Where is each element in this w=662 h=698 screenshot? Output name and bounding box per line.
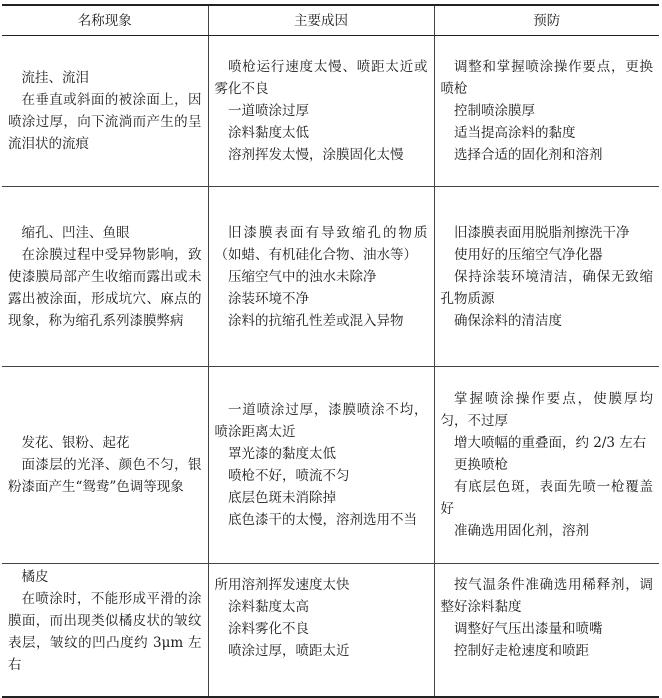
prevention-item: 控制喷涂膜厚 xyxy=(454,103,535,119)
cause-item: 底层色斑未消除掉 xyxy=(228,490,336,506)
prevention-item: 按气温条件准确选用稀释剂，调整好涂料黏度 xyxy=(440,577,653,615)
prevention-item: 保持涂装环境清洁，确保无致缩孔物质源 xyxy=(440,268,653,307)
phenomenon-name: 缩孔、凹洼、鱼眼 xyxy=(21,224,130,241)
phenomenon-description: 面漆层的光泽、颜色不匀，银粉漆面产生“鸳鸯”色调等现象 xyxy=(8,457,202,495)
phenomenon-cell xyxy=(2,367,208,564)
prevention-item: 增大喷幅的重叠面，约 2/3 左右 xyxy=(454,435,647,451)
phenomenon-description: 在喷涂时，不能形成平滑的涂膜面，而出现类似橘皮状的皱纹表层，皱纹的凹凸度约 3μm 左右 xyxy=(8,591,202,673)
cause-item: 涂料黏度太高 xyxy=(228,599,309,615)
cause-item: 一道喷涂过厚 xyxy=(228,103,309,119)
cause-item: 涂料的抗缩孔性差或混入异物 xyxy=(228,312,404,329)
causes-cell xyxy=(208,564,434,698)
paint-defects-table xyxy=(2,4,659,698)
prevention-item: 确保涂料的清洁度 xyxy=(454,312,562,329)
phenomenon-cell xyxy=(2,36,208,187)
prevention-cell xyxy=(434,564,659,698)
prevention-cell xyxy=(434,367,659,564)
header-row xyxy=(2,5,659,36)
prevention-item: 调整好气压出漆量和喷嘴 xyxy=(454,621,603,637)
prevention-item: 准确选用固化剂，溶剂 xyxy=(454,523,589,539)
cause-item: 一道喷涂过厚，漆膜喷涂不均，喷涂距离太近 xyxy=(214,402,428,440)
cause-item: 涂料黏度太低 xyxy=(228,125,309,141)
header-phenomenon: 名称现象 xyxy=(2,5,208,36)
cause-item: 涂料雾化不良 xyxy=(228,621,309,637)
phenomenon-name: 橘皮 xyxy=(21,569,49,585)
cause-item: 喷涂过厚，喷距太近 xyxy=(228,643,350,659)
causes-cell xyxy=(208,187,434,367)
header-prevention: 预防 xyxy=(434,5,659,36)
prevention-item: 有底层色斑，表面先喷一枪覆盖好 xyxy=(440,479,653,517)
cause-item: 罩光漆的黏度太低 xyxy=(228,446,336,462)
prevention-item: 控制好走枪速度和喷距 xyxy=(454,643,589,659)
prevention-item: 选择合适的固化剂和溶剂 xyxy=(454,147,603,163)
phenomenon-cell xyxy=(2,187,208,367)
table-row xyxy=(2,564,659,698)
table-row xyxy=(2,367,659,564)
cause-item: 所用溶剂挥发速度太快 xyxy=(214,577,350,593)
causes-cell xyxy=(208,36,434,187)
header-causes: 主要成因 xyxy=(208,5,434,36)
cause-item: 喷枪运行速度太慢、喷距太近或雾化不良 xyxy=(214,59,428,97)
cause-item: 溶剂挥发太慢，涂膜固化太慢 xyxy=(228,147,404,163)
cause-item: 涂装环境不净 xyxy=(228,290,309,307)
table-row xyxy=(2,36,659,187)
phenomenon-name: 发花、银粉、起花 xyxy=(21,435,130,451)
prevention-item: 掌握喷涂操作要点，使膜厚均匀，不过厚 xyxy=(440,391,653,429)
phenomenon-name: 流挂、流泪 xyxy=(21,70,89,86)
table-row xyxy=(2,187,659,367)
prevention-item: 适当提高涂料的黏度 xyxy=(454,125,576,141)
cause-item: 旧漆膜表面有导致缩孔的物质（如蜡、有机硅化合物、油水等） xyxy=(214,224,428,263)
prevention-cell xyxy=(434,187,659,367)
prevention-item: 使用好的压缩空气净化器 xyxy=(454,246,603,263)
phenomenon-description: 在涂膜过程中受异物影响，致使漆膜局部产生收缩而露出或未露出被涂面，形成坑穴、麻点的现象，称为缩孔系列漆膜弊病 xyxy=(8,246,202,329)
cause-item: 压缩空气中的浊水未除净 xyxy=(228,268,377,285)
cause-item: 喷枪不好，喷流不匀 xyxy=(228,468,350,484)
causes-cell xyxy=(208,367,434,564)
phenomenon-description: 在垂直或斜面的被涂面上，因喷涂过厚，向下流淌而产生的呈流泪状的流痕 xyxy=(8,92,202,152)
prevention-item: 调整和掌握喷涂操作要点，更换喷枪 xyxy=(440,59,653,97)
prevention-item: 更换喷枪 xyxy=(454,457,508,473)
prevention-cell xyxy=(434,36,659,187)
prevention-item: 旧漆膜表面用脱脂剂擦洗干净 xyxy=(454,224,630,241)
phenomenon-cell xyxy=(2,564,208,698)
cause-item: 底色漆干的太慢，溶剂选用不当 xyxy=(228,512,417,528)
